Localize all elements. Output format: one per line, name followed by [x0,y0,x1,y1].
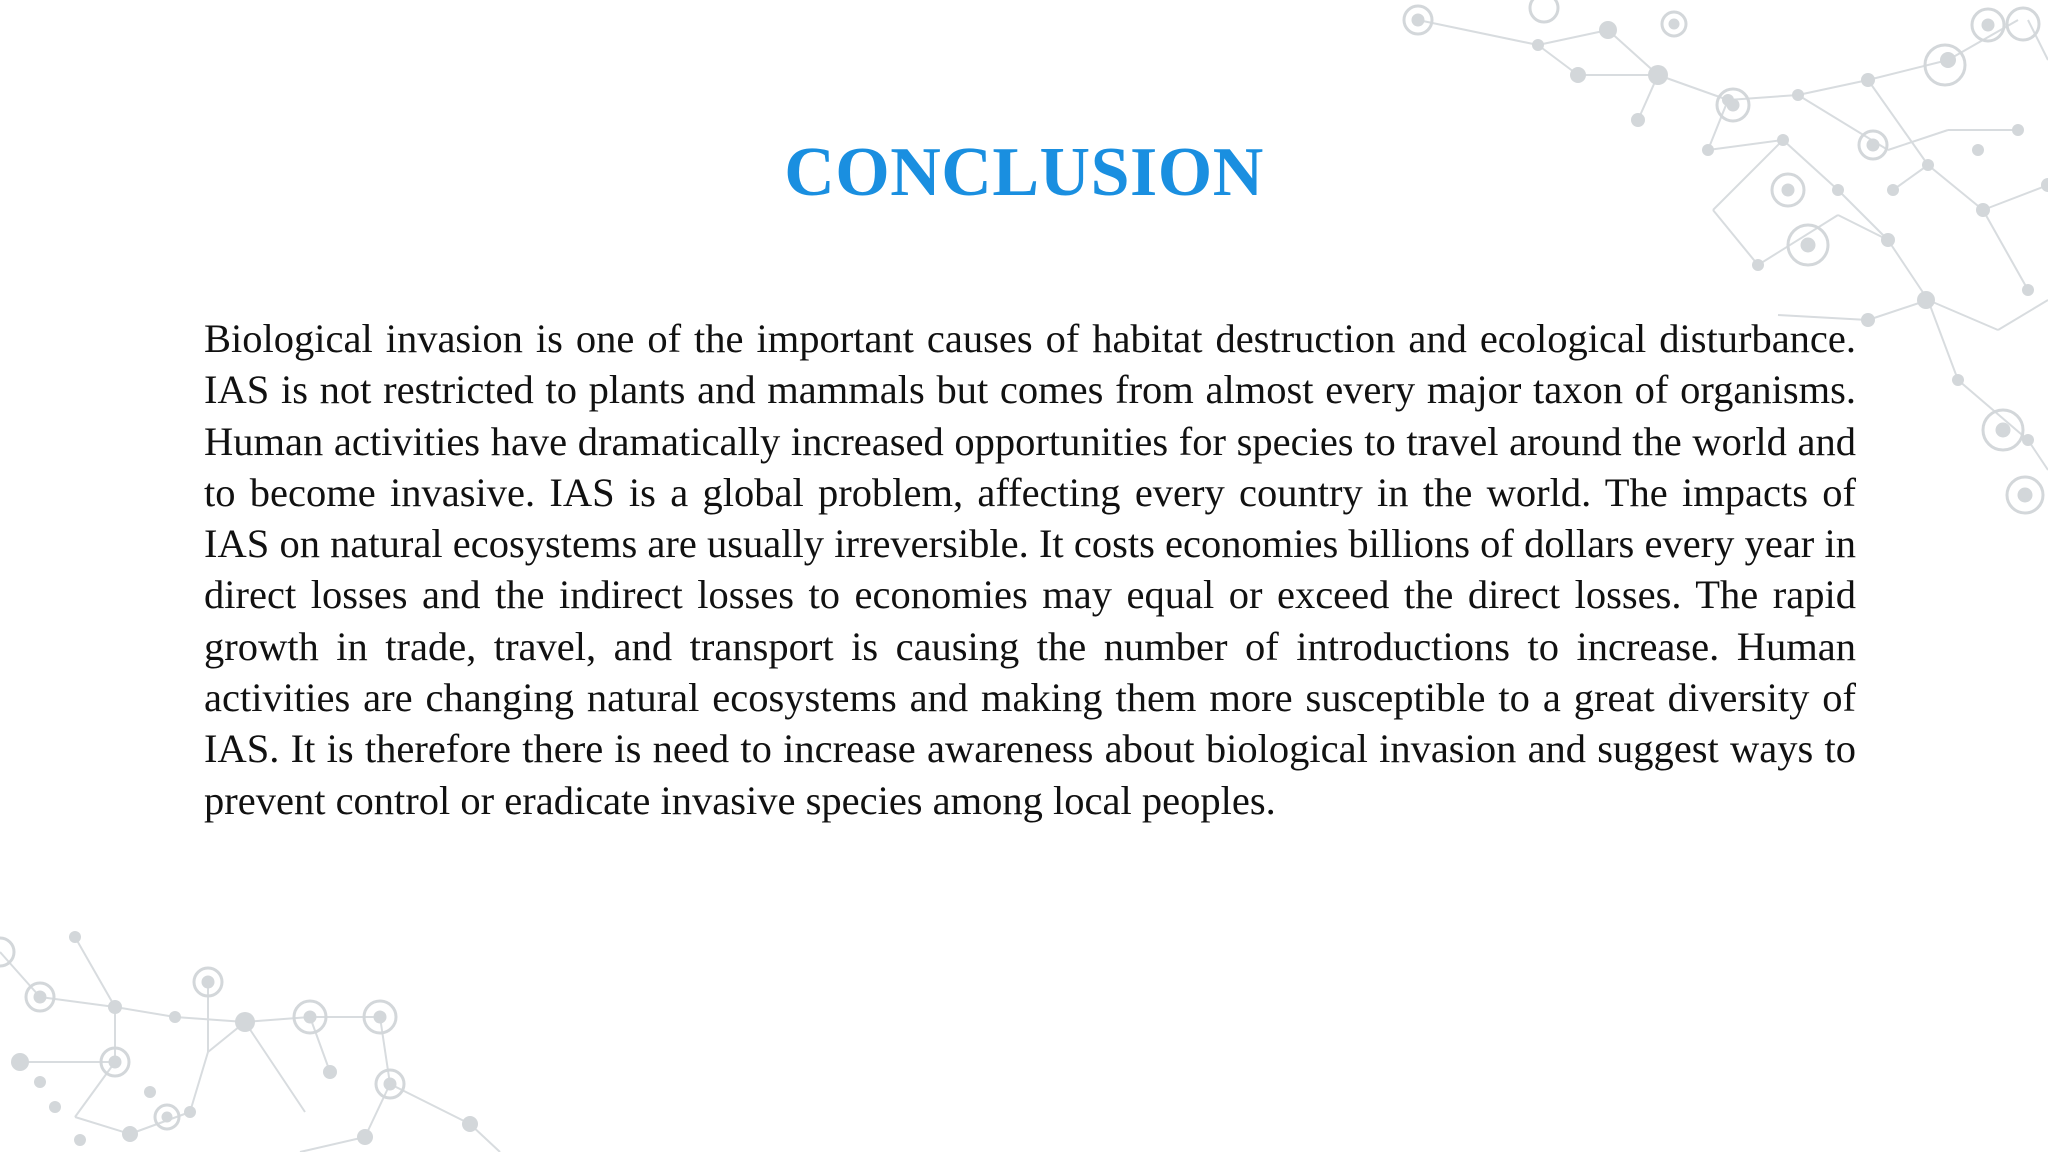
slide-title: CONCLUSION [784,134,1264,211]
network-decoration-bottom-left [0,912,600,1152]
conclusion-paragraph: Biological invasion is one of the important causes of habitat destruction and ecological disturbance. IAS is not restricted to plants and mammals but comes from almost every major taxon of organisms. Human activities have dramatically increased opportunities for species to travel around the world and to become invasive. IAS is a global problem, affecting every country in the world. The impacts of IAS on natural ecosystems are usually irreversible. It costs economies billions of dollars every year in direct losses and the indirect losses to economies may equal or exceed the direct losses. The rapid growth in trade, travel, and transport is causing the number of introductions to increase. Human activities are changing natural ecosystems and making them more susceptible to a great diversity of IAS. It is therefore there is need to increase awareness about biological invasion and suggest ways to prevent control or eradicate invasive species among local peoples. [204,316,1856,823]
